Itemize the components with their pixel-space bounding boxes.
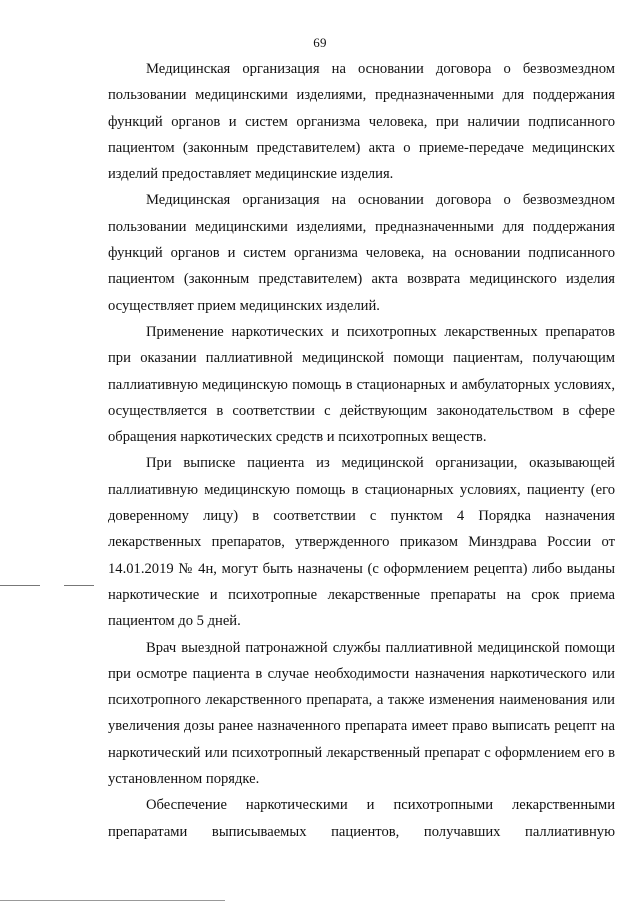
paragraph-device-transfer: Медицинская организация на основании договора о безвозмездном пользовании медицинскими изделиями, предназначенными для поддержания функций органов и систем организма человека, при наличии подписанного пациентом (законным представителем) акта о приеме-передаче медицинских изделий предоставляет медицинские изделия. bbox=[108, 61, 615, 183]
scan-artifact-line bbox=[0, 585, 40, 586]
scan-artifact-line bbox=[0, 900, 225, 901]
page-number: 69 bbox=[313, 35, 327, 50]
paragraph-patronage-doctor: Врач выездной патронажной службы паллиативной медицинской помощи при осмотре пациента в случае необходимости назначения наркотического или психотропного лекарственного препарата, а также изменения наименования или увеличения дозы ранее назначенного препарата имеет право выписать рецепт на наркотический или психотропный лекарственный препарат с оформлением его в установленном порядке. bbox=[108, 639, 615, 788]
paragraph-narcotics-use: Применение наркотических и психотропных лекарственных препаратов при оказании паллиативной медицинской помощи пациентам, получающим паллиативную медицинскую помощь в стационарных и амбулаторных условиях, осуществляется в соответствии с действующим законодательством в сфере обращения наркотических средств и психотропных веществ. bbox=[108, 323, 615, 446]
paragraph-discharge-prescription: При выписке пациента из медицинской организации, оказывающей паллиативную медицинскую помощь в стационарных условиях, пациенту (его доверенному лицу) в соответствии с пунктом 4 Порядка назначения лекарственных препаратов, утвержденного приказом Минздрава России от 14.01.2019 № 4н, могут быть назначены (с оформлением рецепта) либо выданы наркотические и психотропные лекарственные препараты на срок приема пациентом до 5 дней. bbox=[108, 455, 615, 630]
scan-artifact-line bbox=[64, 585, 94, 586]
paragraph-device-return: Медицинская организация на основании договора о безвозмездном пользовании медицинскими изделиями, предназначенными для поддержания функций органов и систем организма человека, на основании подписанного пациентом (законным представителем) акта возврата медицинского изделия осуществляет прием медицинских изделий. bbox=[108, 192, 615, 314]
paragraph-supply-provision: Обеспечение наркотическими и психотропными лекарственными препаратами выписываемых пациентов, получавших паллиативную bbox=[108, 797, 615, 840]
document-body bbox=[108, 56, 615, 845]
